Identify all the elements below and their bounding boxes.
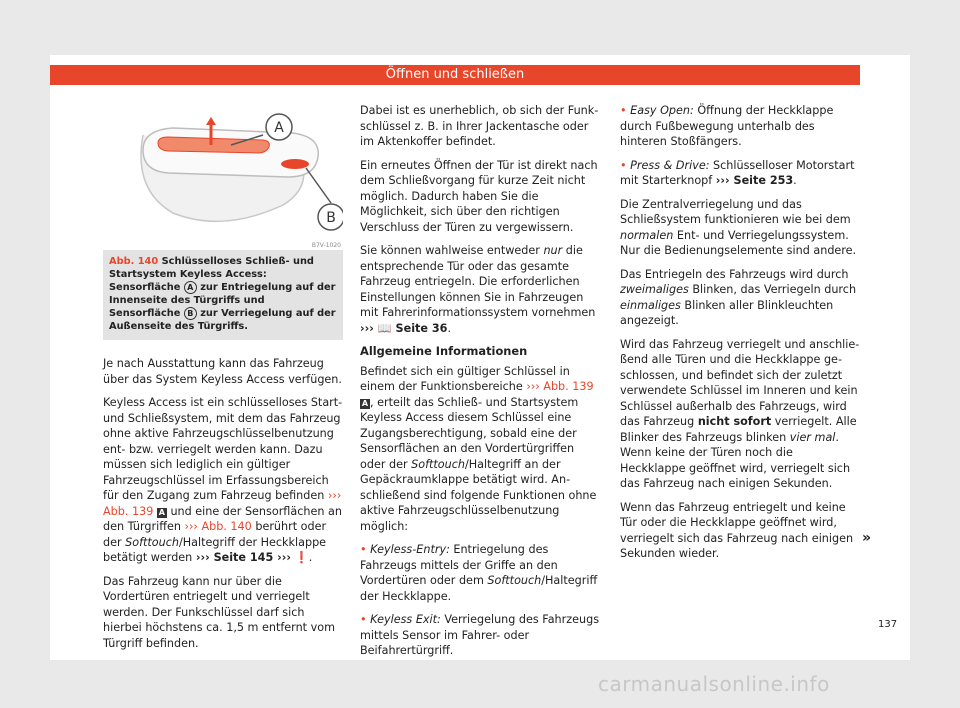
label-b: B	[326, 210, 336, 226]
sensor-area-a	[158, 137, 269, 153]
paragraph: Wird das Fahrzeug verriegelt und anschließend alle Türen und die Heckklappe geschlossen, und befindet sich der zuletzt verwendete Schlüssel im Inneren und kein Schlüssel außerhalb des Fahrzeugs, wird das Fahrzeug nicht sofort verriegelt. Alle Blinker des Fahrzeugs blinken vier mal. Wenn keine der Türen noch die Heckklappe geöffnet wird, verriegelt sich das Fahrzeug nach einigen Sekunden.	[620, 337, 860, 490]
bullet-item: • Easy Open: Öffnung der Heckklappe durch Fußbewegung unterhalb des hinteren Stoßfängers.	[620, 104, 834, 148]
caption-marker-a: A	[184, 281, 197, 294]
page-link[interactable]: ››› Seite 253	[715, 174, 794, 187]
paragraph: Je nach Ausstattung kann das Fahrzeug über das System Keyless Access verfügen.	[103, 357, 342, 386]
bullet-icon: •	[620, 158, 627, 172]
bullet-item: • Keyless Exit: Verriegelung des Fahrzeugs mittels Sensor im Fahrer- oder Beifahrertürgriff.	[360, 613, 600, 657]
bullet-icon: •	[360, 613, 367, 626]
page-link[interactable]: ››› 📖 Seite 36	[360, 321, 448, 335]
paragraph: Befindet sich ein gültiger Schlüssel in einem der Funktionsbereiche ››› Abb. 139 A , erteilt das Schließ- und Startsystem Keyless Access diesem Schlüssel eine Zugangsberechtigung, sobald eine der Sensorflächen an den Vordertürgriffen oder der Softtouch/Haltegriff an der Gepäckraumklappe betätigt wird. Anschließend sind folgende Funktionen ohne aktive Fahrzeugschlüsselbenutzung möglich:	[360, 364, 597, 533]
paragraph: Ein erneutes Öffnen der Tür ist direkt nach dem Schließvorgang für kurze Zeit nicht möglich. Dadurch haben Sie die Möglichkeit, sich über den richtigen Verschluss der Türen zu vergewissern.	[360, 158, 598, 234]
paragraph: Das Entriegeln des Fahrzeugs wird durch zweimaliges Blinken, das Verriegeln durch einmaliges Blinken aller Blinkleuchten angezeigt.	[620, 267, 857, 327]
paragraph: Die Zentralverriegelung und das Schließsystem funktionieren wie bei dem normalen Ent- und Verriegelungssystem. Nur die Bedienungselemente sind andere.	[620, 197, 857, 257]
marker-a-box: A	[158, 507, 165, 517]
bullet-icon: •	[620, 104, 627, 117]
page-number: 137	[878, 619, 898, 630]
paragraph: Wenn das Fahrzeug entriegelt und keine Tür oder die Heckklappe geöffnet wird, verriegelt sich das Fahrzeug nach einigen Sekunden wieder.	[620, 500, 854, 560]
paragraph: Dabei ist es unerheblich, ob sich der Funkschlüssel z. B. in Ihrer Jackentasche oder im Aktenkoffer befindet.	[360, 104, 599, 148]
caption-marker-b: B	[184, 307, 197, 320]
door-handle-figure	[103, 95, 343, 250]
paragraph: Keyless Access ist ein schlüsselloses Start- und Schließsystem, mit dem das Fahrzeug ohne aktive Fahrzeugschlüsselbenutzung ent- bzw. verriegelt werden kann. Dazu müssen sich lediglich ein gültiger Fahrzeugschlüssel im Erfassungsbereich für den Zugang zum Fahrzeug befinden ››› Abb. 139 A und eine der Sensorflächen an den Türgriffen ››› Abb. 140 berührt oder der Softtouch/Haltegriff der Heckklappe betätigt werden ››› Seite 145 ››› ❗.	[103, 396, 343, 564]
sensor-area-b	[281, 159, 309, 169]
figure-link[interactable]: ››› Abb. 139	[103, 489, 342, 518]
door-handle-illustration	[103, 95, 343, 250]
continue-icon: »	[862, 530, 872, 546]
figure-link[interactable]: ››› Abb. 140	[184, 520, 252, 533]
column-3	[620, 103, 860, 570]
figure-link[interactable]: ››› Abb. 139	[526, 380, 594, 393]
bullet-icon: •	[360, 543, 367, 556]
bullet-item: • Press & Drive: Schlüsselloser Motorstart mit Starterknopf ››› Seite 253.	[620, 158, 855, 187]
column-2	[360, 103, 600, 667]
section-header: Öffnen und schließen	[50, 65, 860, 85]
figure-caption: Abb. 140 Schlüsselloses Schließ- und Startsystem Keyless Access: Sensorfläche A zur Entriegelung auf der Innenseite des Türgriffs und Sensorfläche B zur Verriegelung auf der Außenseite des Türgriffs.	[103, 250, 343, 340]
label-a: A	[274, 120, 284, 136]
warning-icon[interactable]: ❗	[294, 551, 309, 564]
bullet-item: • Keyless-Entry: Entriegelung des Fahrzeugs mittels der Griffe an den Vordertüren oder dem Softtouch/Haltegriff der Heckklappe.	[360, 543, 598, 603]
watermark: carmanualsonline.info	[598, 672, 830, 696]
page-link[interactable]: ››› Seite 145	[195, 551, 274, 564]
figure-code: B7V-1020	[311, 242, 341, 249]
marker-a-box: A	[361, 398, 369, 408]
subheading: Allgemeine Informationen	[360, 344, 528, 358]
paragraph: Sie können wahlweise entweder nur die entsprechende Tür oder das gesamte Fahrzeug entriegeln. Die erforderlichen Einstellungen können Sie in Fahrzeugen mit Fahrerinformationssystem vornehmen ››› 📖 Seite 36.	[360, 244, 596, 335]
paragraph: Das Fahrzeug kann nur über die Vordertüren entriegelt und verriegelt werden. Der Funkschlüssel darf sich hierbei höchstens ca. 1,5 m entfernt vom Türgriff befinden.	[103, 574, 335, 650]
column-1	[103, 95, 343, 659]
caption-figure-number: Abb. 140	[109, 256, 159, 267]
